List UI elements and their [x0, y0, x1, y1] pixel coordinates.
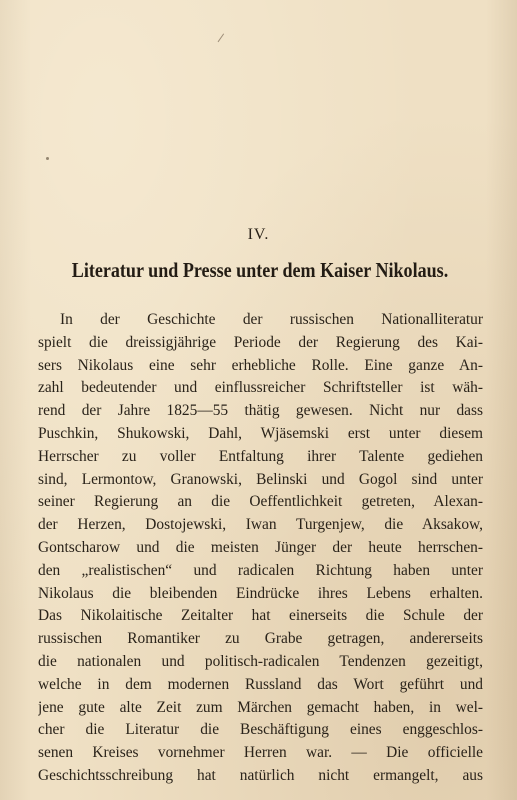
- text-line: In der Geschichte der russischen Nationalliteratur: [60, 311, 483, 328]
- text-line: Das Nikolaitische Zeitalter hat einerseits die Schule der: [38, 607, 483, 625]
- pencil-mark: [218, 33, 228, 44]
- body-text: [38, 309, 483, 788]
- text-line: zahl bedeutender und einflussreicher Schriftsteller ist wäh-: [38, 379, 483, 397]
- text-line: Puschkin, Shukowski, Dahl, Wjäsemski erst unter diesem: [38, 424, 483, 442]
- text-line: den „realistischen“ und radicalen Richtung haben unter: [38, 561, 483, 579]
- text-line: Geschichtsschreibung hat natürlich nicht ermangelt, aus: [38, 766, 483, 784]
- chapter-title: Literatur und Presse unter dem Kaiser Nikolaus.: [71, 258, 449, 282]
- text-line: sers Nikolaus eine sehr erhebliche Rolle. Eine ganze An-: [38, 356, 483, 374]
- text-line: cher die Literatur die Beschäftigung eines enggeschlos-: [38, 721, 483, 739]
- text-line: rend der Jahre 1825—55 thätig gewesen. Nicht nur dass: [38, 402, 483, 420]
- text-line: Gontscharow und die meisten Jünger der heute herrschen-: [38, 538, 483, 556]
- text-line: Herrscher zu voller Entfaltung ihrer Talente gediehen: [38, 447, 483, 465]
- text-line: russischen Romantiker zu Grabe getragen, andererseits: [38, 630, 483, 648]
- text-line: spielt die dreissigjährige Periode der Regierung des Kai-: [38, 333, 483, 351]
- text-line: seiner Regierung an die Oeffentlichkeit getreten, Alexan-: [38, 493, 483, 511]
- text-line: senen Kreises vornehmer Herren war. — Die officielle: [38, 744, 483, 762]
- ink-speck: [46, 157, 49, 160]
- text-line: sind, Lermontow, Granowski, Belinski und Gogol sind unter: [38, 470, 483, 488]
- text-line: jene gute alte Zeit zum Märchen gemacht haben, in wel-: [38, 698, 483, 716]
- chapter-number: IV.: [247, 226, 270, 243]
- text-line: die nationalen und politisch-radicalen Tendenzen gezeitigt,: [38, 652, 483, 670]
- text-line: Nikolaus die bleibenden Eindrücke ihres Lebens erhalten.: [38, 584, 483, 602]
- text-line: der Herzen, Dostojewski, Iwan Turgenjew, die Aksakow,: [38, 516, 483, 534]
- text-line: welche in dem modernen Russland das Wort geführt und: [38, 675, 483, 693]
